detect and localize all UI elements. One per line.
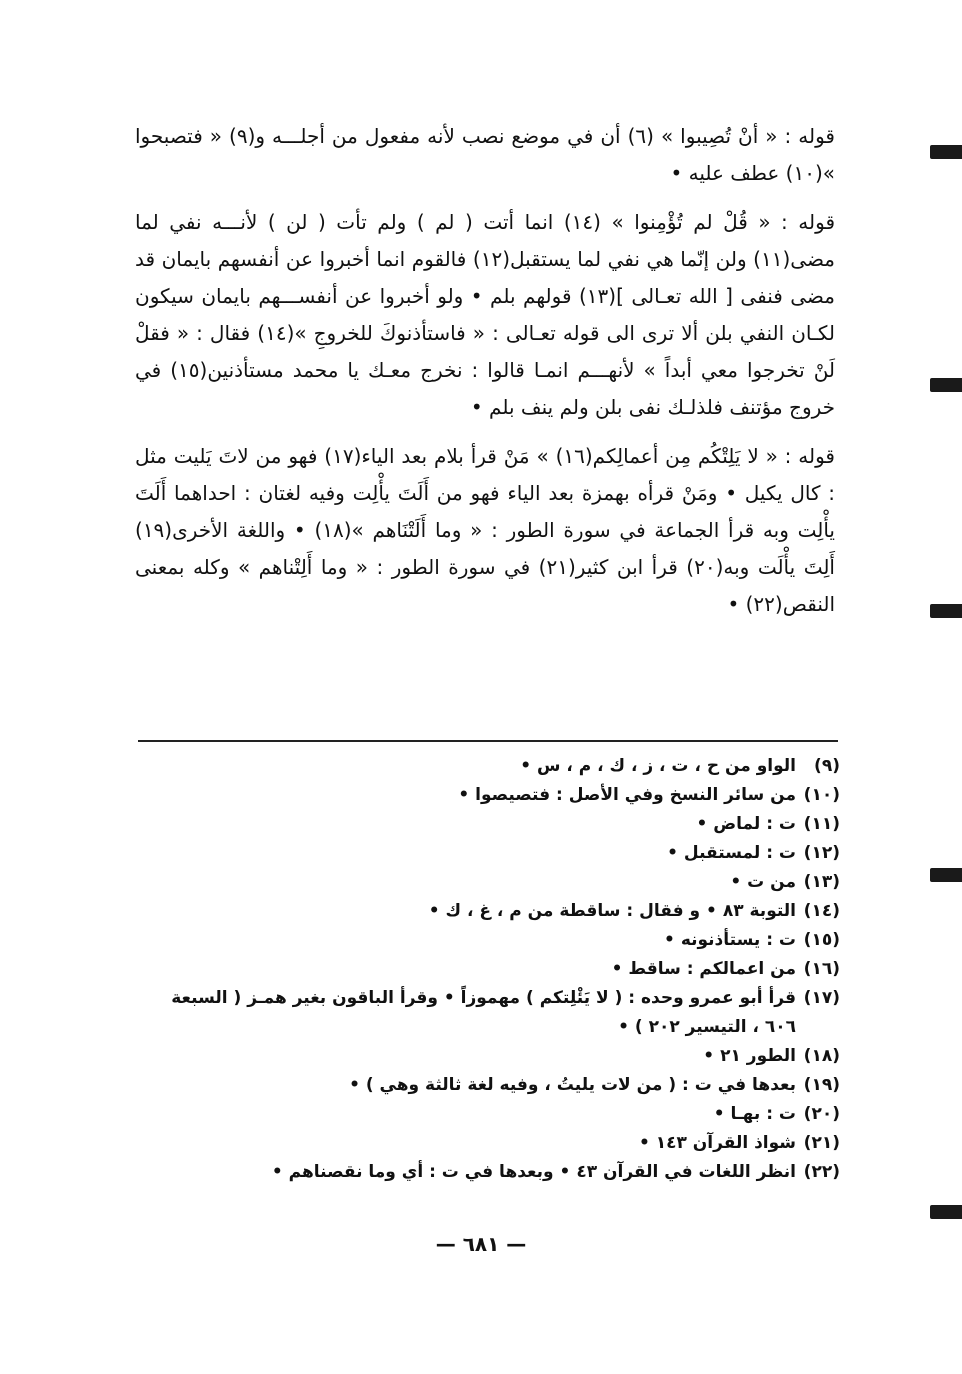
footnote-22	[135, 1158, 840, 1187]
footnote-text: قرأ أبو عمرو وحده : ( لا يَئْلِتكم ) مهموزاً • وقرأ الباقون بغير همـز ( السبعة ٦٠٦ ، التيسير ٢٠٢ ) •	[171, 988, 796, 1037]
scan-edge-mark	[930, 145, 962, 159]
footnote-number: (٩)	[814, 756, 840, 776]
footnote-text: ت : بهـا •	[713, 1104, 796, 1124]
footnote-12	[135, 839, 840, 868]
footnote-text: الواو من ح ، ت ، ز ، ك ، م ، س •	[520, 756, 796, 776]
footnote-20	[135, 1100, 840, 1129]
footnote-number: (١٧)	[803, 988, 840, 1008]
paragraph-1: قوله : « أنْ تُصِيبوا » (٦) أن في موضع نصب لأنه مفعول من أجلـــه و(٩) « فتصبحوا »(١٠) عطف عليه •	[135, 124, 835, 185]
footnote-number: (١٢)	[803, 843, 840, 863]
footnote-number: (١٣)	[803, 872, 840, 892]
scan-edge-mark	[930, 1205, 962, 1219]
footnotes	[135, 752, 840, 1187]
footnote-text: شواذ القرآن ١٤٣ •	[638, 1133, 796, 1153]
footnote-number: (٢٢)	[803, 1162, 840, 1182]
footnote-18	[135, 1042, 840, 1071]
page-number: — ٦٨١ —	[435, 1232, 527, 1256]
footnote-number: (١٤)	[803, 901, 840, 921]
footnote-separator	[138, 740, 838, 742]
footnote-14	[135, 897, 840, 926]
footnote-text: من اعمالكم : ساقط •	[611, 959, 796, 979]
footnote-number: (١٨)	[803, 1046, 840, 1066]
footnote-text: من سائر النسخ وفي الأصل : فتصيصوا •	[458, 785, 796, 805]
scan-edge-mark	[930, 378, 962, 392]
footnote-text: انظر اللغات في القرآن ٤٣ • وبعدها في ت : أي وما نقصناهم •	[271, 1162, 796, 1182]
main-text	[135, 118, 835, 623]
footnote-10	[135, 781, 840, 810]
footnote-number: (١١)	[803, 814, 840, 834]
paragraph-2: قوله : « قُلْ لم تُؤْمِنوا » (١٤) انما أتت ( لم ) ولم تأت ( لن ) لأنـــه نفي لما مضى(١١) ولن إنّما هي نفي لما يستقبل(١٢) فالقوم انما أخبروا عن أنفسهم بايمان قد مضى فنفى [ الله تعـالى ](١٣) قولهم بلم • ولو أخبروا عن أنفســـهم بايمان سيكون لكـان النفي بلن ألا ترى الى قوله تعـالى : « فاستأذنوكَ للخروجِ »(١٤) فقال : « فقلْ لَنْ تخرجوا معي أبداً » لأنهـــم انمـا قالوا : نخرج معـك يا محمد مستأذنين(١٥) في خروج مؤتنف فلذلـك نفى بلن ولم ينف بلم •	[135, 210, 836, 419]
footnote-number: (١٦)	[803, 959, 840, 979]
footnote-9	[135, 752, 840, 781]
footnote-11	[135, 810, 840, 839]
footnote-16	[135, 955, 840, 984]
footnote-17	[135, 984, 840, 1042]
scan-edge-mark	[930, 604, 962, 618]
footnote-text: ت : لمستقبل •	[667, 843, 796, 863]
footnote-text: من ت •	[730, 872, 796, 892]
footnote-13	[135, 868, 840, 897]
paragraph-3: قوله : « لا يَلِتْكُم مِن أعمالِكم(١٦) » مَنْ قرأ بلام بعد الياء(١٧) فهو من لاتَ يَليت مثل : كال يكيل • ومَنْ قرأه بهمزة بعد الياء فهو من أَلَتَ يأْلِت وفيه لغتان : احداهما أَلَتَ يأْلِت وبه قرأ الجماعة في سورة الطور : « وما أَلَتْنَاهم »(١٨) • واللغة الأخرى(١٩) أَلِتَ يأْلَت وبه(٢٠) قرأ ابن كثير(٢١) في سورة الطور : « وما أَلِتْناهم » وكله بمعنى النقص(٢٢) •	[135, 444, 835, 616]
footnote-number: (٢١)	[803, 1133, 840, 1153]
footnote-15	[135, 926, 840, 955]
footnote-text: ت : لماض •	[696, 814, 796, 834]
footnote-number: (١٩)	[803, 1075, 840, 1095]
footnote-number: (١٠)	[803, 785, 840, 805]
footnote-text: ت : يستأذنونه •	[664, 930, 796, 950]
footnote-number: (١٥)	[803, 930, 840, 950]
footnote-text: بعدها في ت : ( من لات يليتُ ، وفيه لغة ثالثة وهي ) •	[349, 1075, 796, 1095]
scan-edge-mark	[930, 868, 962, 882]
footnote-21	[135, 1129, 840, 1158]
footnote-19	[135, 1071, 840, 1100]
footnote-number: (٢٠)	[803, 1104, 840, 1124]
footnote-text: التوبة ٨٣ • و فقال : ساقطة من م ، غ ، ك •	[428, 901, 796, 921]
footnote-text: الطور ٢١ •	[703, 1046, 796, 1066]
